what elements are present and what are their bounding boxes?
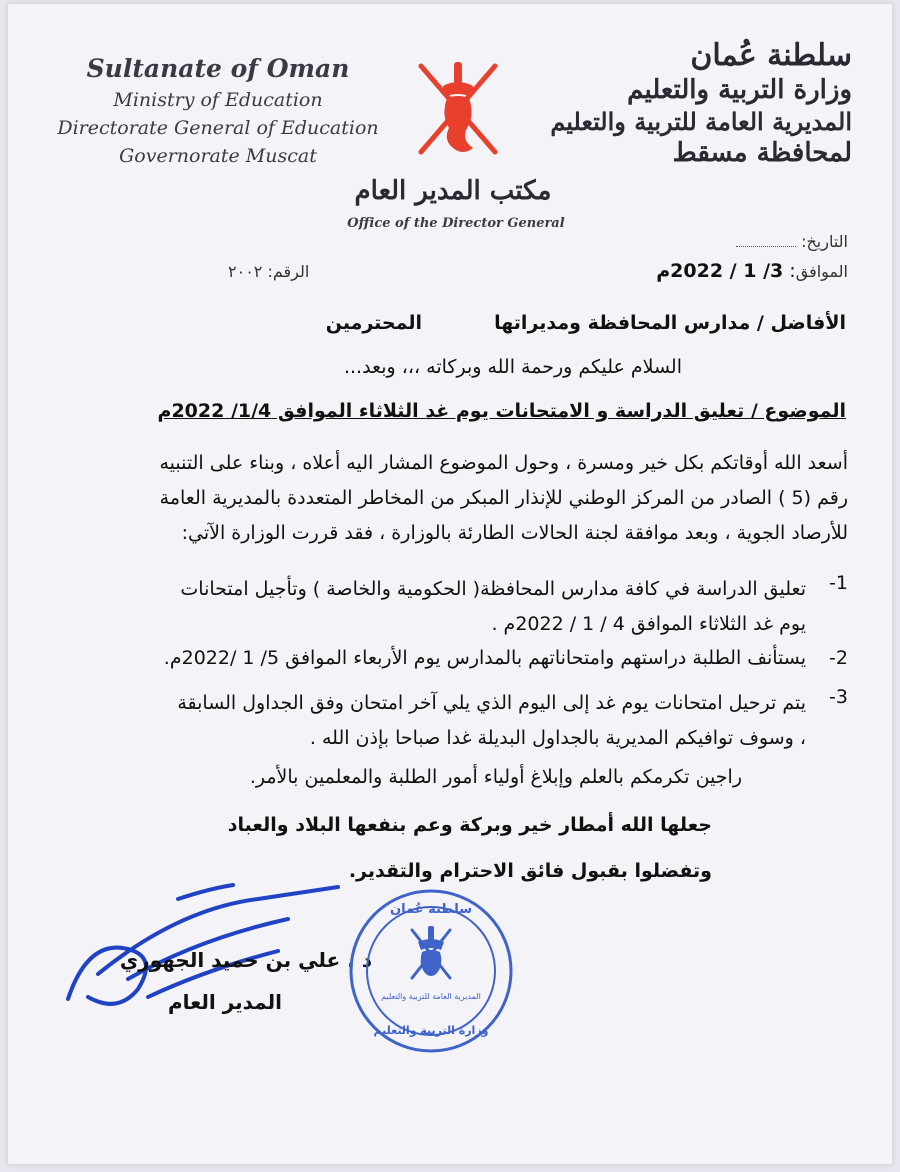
item-number: 1- [829, 572, 848, 594]
letter-page [8, 4, 892, 1164]
intro-line: للأرصاد الجوية ، وبعد موافقة لجنة الحالات الطارئة بالوزارة ، فقد قررت الوزارة الآتي: [181, 522, 848, 544]
stamp-center-text: المديرية العامة للتربية والتعليم [381, 992, 481, 1001]
intro-line: أسعد الله أوقاتكم بكل خير ومسرة ، وحول الموضوع المشار اليه أعلاه ، وبناء على التنبيه [159, 452, 848, 474]
date-value: 3/ 1 / 2022م [656, 260, 784, 282]
arabic-line-2: وزارة التربية والتعليم [627, 75, 852, 105]
reference-number: الرقم: ٢٠٠٢ [228, 262, 310, 281]
english-letterhead [48, 54, 388, 167]
closing-request: راجين تكرمكم بالعلم وإبلاغ أولياء أمور الطلبة والمعلمين بالأمر. [249, 766, 742, 788]
arabic-line-3: المديرية العامة للتربية والتعليم [550, 107, 852, 136]
arabic-letterhead [532, 38, 852, 168]
arabic-line-1: سلطنة عُمان [690, 38, 852, 73]
national-emblem [403, 56, 513, 166]
official-stamp [346, 886, 516, 1056]
khanjar-emblem-icon [403, 56, 513, 166]
closing-regards: وتفضلوا بقبول فائق الاحترام والتقدير. [348, 860, 712, 882]
honorific: المحترمين [325, 312, 422, 334]
arabic-line-4: لمحافظة مسقط [672, 138, 852, 168]
signatory-name: د . علي بن حميد الجهوري [119, 948, 372, 972]
corresponding-date: الموافق: 3/ 1 / 2022م [656, 260, 848, 282]
intro-paragraph [48, 446, 848, 551]
stamp-top-text: سلطنة عُمان [389, 902, 473, 917]
english-line-2: Ministry of Education [113, 89, 323, 111]
list-item: تعليق الدراسة في كافة مدارس المحافظة( الحكومية والخاصة ) وتأجيل امتحانات يوم غد الثلاثاء الموافق 4 / 1 / 2022م . [180, 578, 806, 635]
subject: الموضوع / تعليق الدراسة و الامتحانات يوم غد الثلاثاء الموافق 1/4/ 2022م [157, 400, 846, 422]
office-title-arabic: مكتب المدير العام [354, 176, 552, 206]
english-line-4: Governorate Muscat [119, 145, 317, 167]
list-item: يتم ترحيل امتحانات يوم غد إلى اليوم الذي يلي آخر امتحان وفق الجداول السابقة ، وسوف توافيكم المديرية بالجداول البديلة غدا صباحا بإذن الله . [177, 692, 806, 749]
item-number: 2- [829, 647, 848, 669]
list-item: يستأنف الطلبة دراستهم وامتحاناتهم بالمدارس يوم الأربعاء الموافق 5/ 1 /2022م. [163, 647, 806, 669]
recipient: الأفاضل / مدارس المحافظة ومديراتها [494, 312, 846, 334]
english-line-3: Directorate General of Education [57, 117, 379, 139]
greeting: السلام عليكم ورحمة الله وبركاته ،،، وبعد... [343, 356, 682, 378]
intro-line: رقم (5 ) الصادر من المركز الوطني للإنذار المبكر من المخاطر المتعددة بالمديرية العامة [159, 487, 848, 509]
item-number: 3- [829, 686, 848, 708]
date-label: التاريخ: [736, 232, 848, 251]
english-line-1: Sultanate of Oman [86, 54, 350, 83]
signatory-title: المدير العام [167, 990, 282, 1014]
closing-prayer: جعلها الله أمطار خير وبركة وعم بنفعها البلاد والعباد [227, 814, 712, 836]
office-title-english: Office of the Director General [347, 216, 565, 231]
stamp-bottom-text: وزارة التربية والتعليم [373, 1024, 489, 1037]
